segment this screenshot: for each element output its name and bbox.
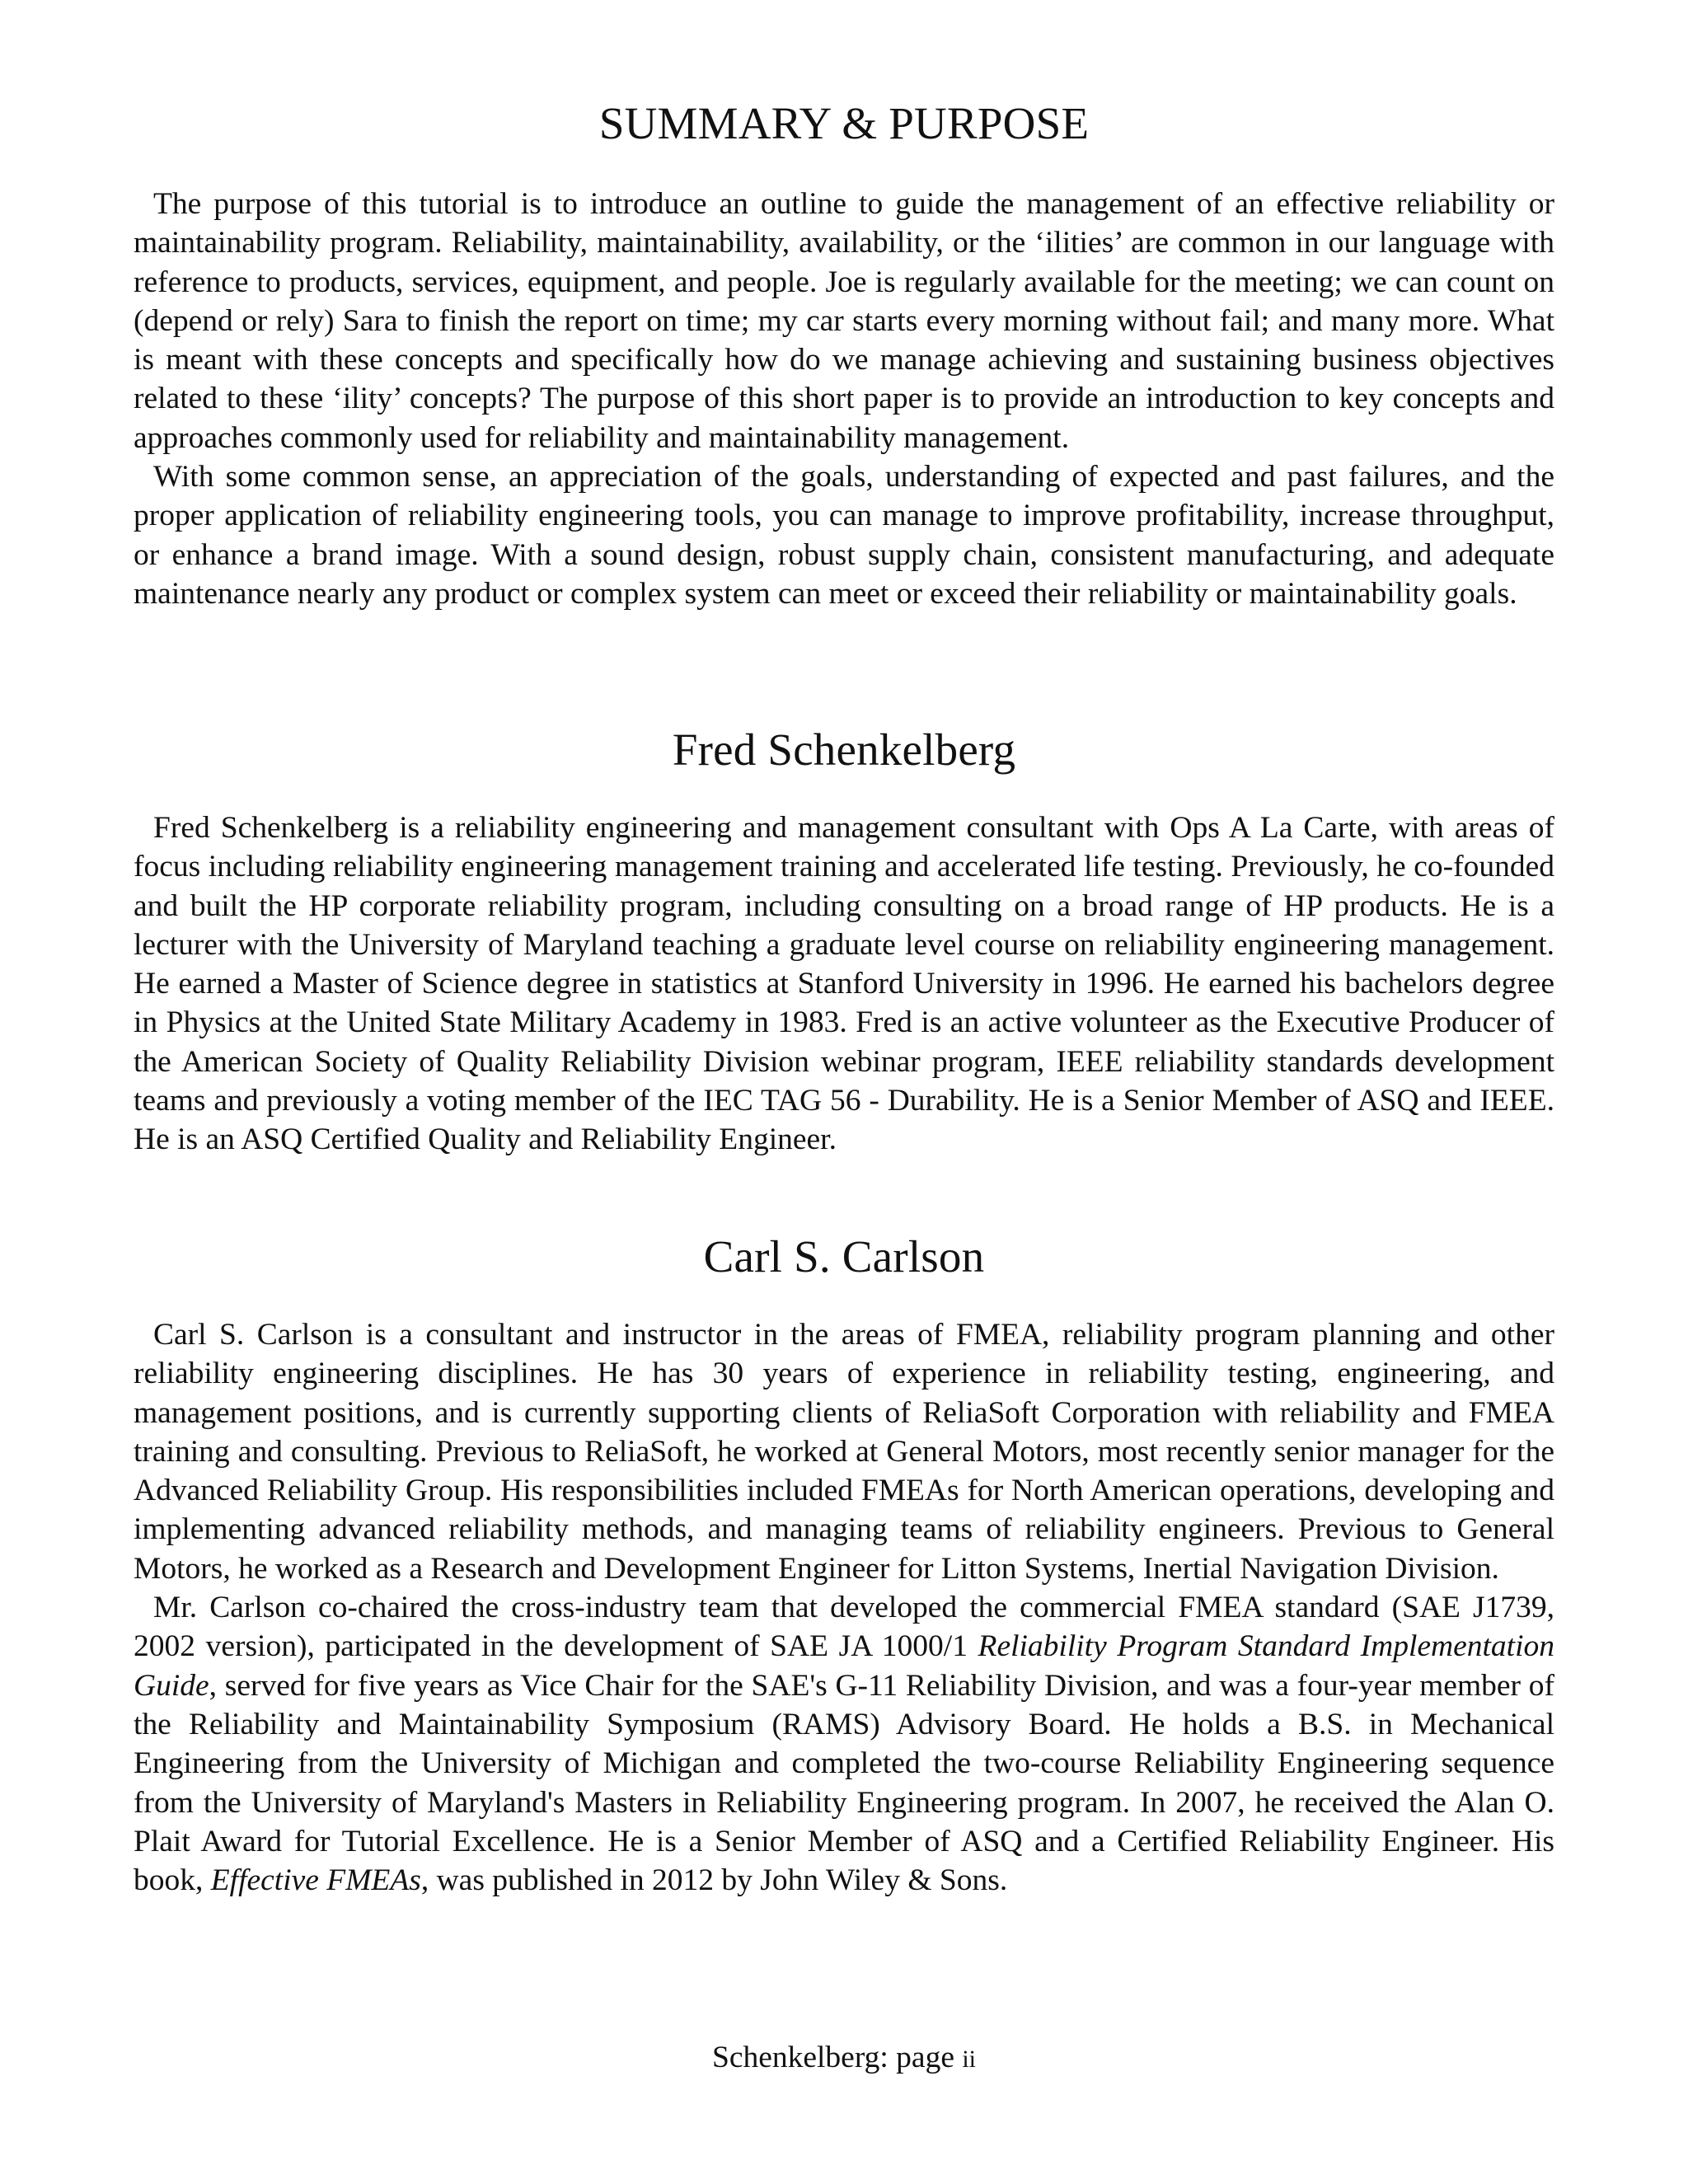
- summary-paragraph-2: With some common sense, an appreciation of the goals, understanding of expected and past failures, and the proper application of reliability engineering tools, you can manage to improve profitability, increase throughput, or enhance a brand image. With a sound design, robust supply chain, consistent manufacturing, and adequate maintenance nearly any product or complex system can meet or exceed their reliability or maintainability goals.: [134, 460, 1554, 611]
- carl-bio-paragraph-1: Carl S. Carlson is a consultant and instructor in the areas of FMEA, reliability program planning and other reliability engineering disciplines. He has 30 years of experience in reliability testing, engineering, and management positions, and is currently supporting clients of ReliaSoft Corporation with reliability and FMEA training and consulting. Previous to ReliaSoft, he worked at General Motors, most recently senior manager for the Advanced Reliability Group. His responsibilities included FMEAs for North American operations, developing and implementing advanced reliability methods, and managing teams of reliability engineers. Previous to General Motors, he worked as a Research and Development Engineer for Litton Systems, Inertial Navigation Division.: [134, 1318, 1554, 1586]
- page-footer: [134, 2038, 1554, 2079]
- carl-bio-text-part-1: Mr. Carlson co-chaired the cross-industry team that developed the commercial FMEA standard (SAE J1739, 2002 version), participated in the development of SAE JA 1000/1: [134, 1591, 1554, 1664]
- carl-bio-heading: Carl S. Carlson: [703, 1231, 985, 1282]
- fred-bio-section: [134, 808, 1554, 1160]
- footer-page-number: ii: [962, 2046, 977, 2073]
- summary-section: [134, 185, 1554, 613]
- carl-bio-paragraph-2: [134, 1588, 1554, 1900]
- fred-bio-paragraph: Fred Schenkelberg is a reliability engineering and management consultant with Ops A La Carte, with areas of focus including reliability engineering management training and accelerated life testing. Previously, he co-founded and built the HP corporate reliability program, including consulting on a broad range of HP products. He is a lecturer with the University of Maryland teaching a graduate level course on reliability engineering management. He earned a Master of Science degree in statistics at Stanford University in 1996. He earned his bachelors degree in Physics at the United State Military Academy in 1983. Fred is an active volunteer as the Executive Producer of the American Society of Quality Reliability Division webinar program, IEEE reliability standards development teams and previously a voting member of the IEC TAG 56 - Durability. He is a Senior Member of ASQ and IEEE. He is an ASQ Certified Quality and Reliability Engineer.: [134, 811, 1554, 1157]
- document-page: [134, 0, 1554, 2184]
- carl-bio-section: [134, 1315, 1554, 1900]
- carl-bio-text-part-2: , served for five years as Vice Chair for the SAE's G-11 Reliability Division, and was a four-year member of the Reliability and Maintainability Symposium (RAMS) Advisory Board. He holds a B.S. in Mechanical Engineering from the University of Michigan and completed the two-course Reliability Engineering sequence from the University of Maryland's Masters in Reliability Engineering program. In 2007, he received the Alan O. Plait Award for Tutorial Excellence. He is a Senior Member of ASQ and a Certified Reliability Engineer. His book,: [134, 1668, 1554, 1898]
- carl-bio-text-part-3: , was published in 2012 by John Wiley & Sons.: [420, 1863, 1008, 1898]
- summary-paragraph-1: The purpose of this tutorial is to introduce an outline to guide the management of an effective reliability or maintainability program. Reliability, maintainability, availability, or the ‘ilities’ are common in our language with reference to products, services, equipment, and people. Joe is regularly available for the meeting; we can count on (depend or rely) Sara to finish the report on time; my car starts every morning without fail; and many more. What is meant with these concepts and specifically how do we manage achieving and sustaining business objectives related to these ‘ility’ concepts? The purpose of this short paper is to provide an introduction to key concepts and approaches commonly used for reliability and maintainability management.: [134, 187, 1554, 455]
- carl-bio-book-title: Effective FMEAs: [210, 1863, 421, 1898]
- carl-bio-guide-title: Reliability Program Standard Implementation Guide: [134, 1629, 1554, 1703]
- summary-heading: SUMMARY & PURPOSE: [598, 98, 1090, 148]
- footer-label: Schenkelberg: page: [711, 2041, 954, 2074]
- fred-bio-heading: Fred Schenkelberg: [672, 724, 1016, 775]
